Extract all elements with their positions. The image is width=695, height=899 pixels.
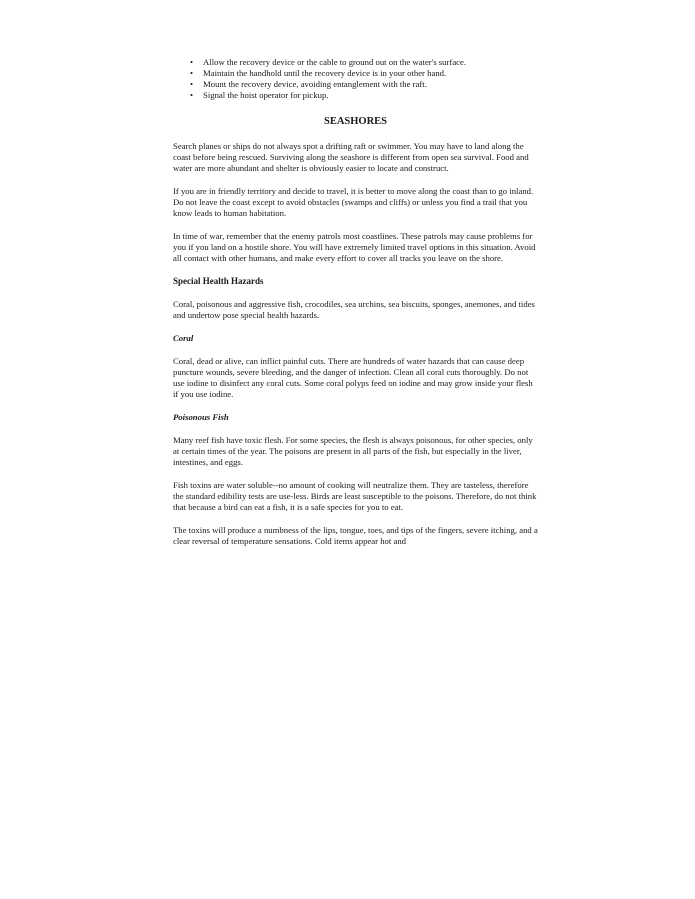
paragraph: Coral, poisonous and aggressive fish, crocodiles, sea urchins, sea biscuits, sponges, anemones, and tides and undertow pose special health hazards.	[173, 299, 535, 320]
bullet-icon: •	[190, 68, 194, 78]
document-page	[173, 57, 538, 559]
section-title: SEASHORES	[323, 116, 388, 127]
bullet-icon: •	[190, 57, 194, 67]
bullet-icon: •	[190, 90, 194, 100]
topic-heading: Coral	[173, 333, 194, 343]
paragraph: Search planes or ships do not always spot a drifting raft or swimmer. You may have to land along the coast before being rescued. Surviving along the seashore is different from open sea survival. Food and water are more abundant and shelter is obviously easier to locate and construct.	[173, 141, 529, 173]
subsection-heading: Special Health Hazards	[173, 276, 264, 286]
list-item	[190, 68, 538, 79]
bullet-icon: •	[190, 79, 194, 89]
list-item	[190, 79, 538, 90]
paragraph: If you are in friendly territory and decide to travel, it is better to move along the coast than to go inland. Do not leave the coast except to avoid obstacles (swamps and cliffs) or unless you find a trail that you know leads to human habitation.	[173, 186, 534, 218]
topic-heading: Poisonous Fish	[173, 412, 229, 422]
list-item-text: Allow the recovery device or the cable to ground out on the water's surface.	[203, 57, 467, 67]
paragraph: Fish toxins are water soluble--no amount of cooking will neutralize them. They are tasteless, therefore the standard edibility tests are use-less. Birds are least susceptible to the poisons. Therefore, do not think that because a bird can eat a fish, it is a safe species for you to eat.	[173, 480, 537, 512]
list-item	[190, 57, 538, 68]
list-item	[190, 90, 538, 101]
paragraph: The toxins will produce a numbness of the lips, tongue, toes, and tips of the fingers, severe itching, and a clear reversal of temperature sensations. Cold items appear hot and	[173, 525, 538, 546]
list-item-text: Mount the recovery device, avoiding entanglement with the raft.	[203, 79, 427, 89]
paragraph: Coral, dead or alive, can inflict painful cuts. There are hundreds of water hazards that can cause deep puncture wounds, severe bleeding, and the danger of infection. Clean all coral cuts thoroughly. Do not use iodine to disinfect any coral cuts. Some coral polyps feed on iodine and may grow inside your flesh if you use iodine.	[173, 356, 533, 399]
bullet-list	[173, 57, 538, 101]
list-item-text: Signal the hoist operator for pickup.	[203, 90, 329, 100]
list-item-text: Maintain the handhold until the recovery device is in your other hand.	[203, 68, 447, 78]
paragraph: In time of war, remember that the enemy patrols most coastlines. These patrols may cause problems for you if you land on a hostile shore. You will have extremely limited travel options in this situation. Avoid all contact with other humans, and make every effort to cover all tracks you leave on the shore.	[173, 231, 536, 263]
paragraph: Many reef fish have toxic flesh. For some species, the flesh is always poisonous, for other species, only at certain times of the year. The poisons are present in all parts of the fish, but especially in the liver, intestines, and eggs.	[173, 435, 533, 467]
